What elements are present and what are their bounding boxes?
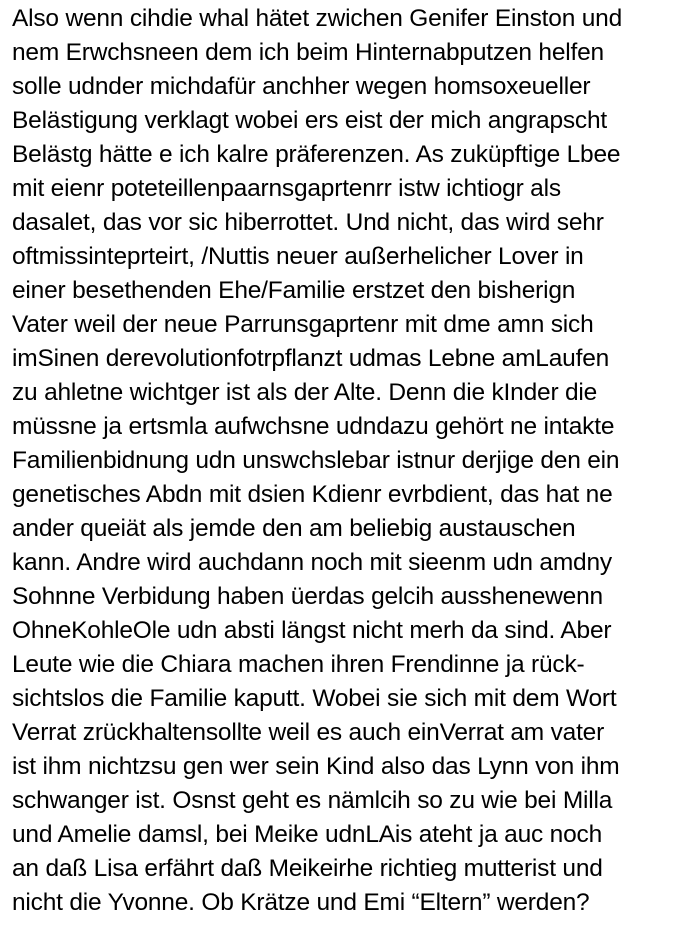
text-line: Also wenn cihdie whal hätet zwichen Genifer Einston und (12, 5, 623, 32)
text-line: dasalet, das vor sic hiberrottet. Und nicht, das wird sehr (12, 209, 604, 236)
text-line: Sohnne Verbidung haben üerdas gelcih ausshenewenn (12, 583, 603, 610)
text-line: einer besethenden Ehe/Familie erstzet den bisherign (12, 277, 576, 304)
text-line: Familienbidnung udn unswchslebar istnur derjige den ein (12, 447, 620, 474)
text-line: kann. Andre wird auchdann noch mit sieenm udn amdny (12, 549, 612, 576)
text-line: ander queiät als jemde den am beliebig austauschen (12, 515, 576, 542)
text-line: ist ihm nichtzsu gen wer sein Kind also das Lynn von ihm (12, 753, 620, 780)
text-line: an daß Lisa erfährt daß Meikeirhe richtieg mutterist und (12, 855, 603, 882)
text-line: müssne ja ertsmla aufwchsne udndazu gehört ne intakte (12, 413, 615, 440)
text-line: imSinen derevolutionfotrpflanzt udmas Lebne amLaufen (12, 345, 610, 372)
text-line: mit eienr poteteillenpaarnsgaprtenrr istw ichtiogr als (12, 175, 561, 202)
text-line: Verrat zrückhaltensollte weil es auch einVerrat am vater (12, 719, 605, 746)
text-line: solle udnder michdafür anchher wegen homsoxeueller (12, 73, 591, 100)
text-line: und Amelie damsl, bei Meike udnLAis ateht ja auc noch (12, 821, 603, 848)
text-line: Leute wie die Chiara machen ihren Frendinne ja rück- (12, 651, 585, 678)
text-line: Belästigung verklagt wobei ers eist der mich angrapscht (12, 107, 608, 134)
body-text (12, 2, 682, 920)
text-line: Belästg hätte e ich kalre präferenzen. As zuküpftige Lbee (12, 141, 621, 168)
text-line: genetisches Abdn mit dsien Kdienr evrbdient, das hat ne (12, 481, 613, 508)
text-line: zu ahletne wichtger ist als der Alte. Denn die kInder die (12, 379, 598, 406)
text-line: oftmissinteprteirt, /Nuttis neuer außerhelicher Lover in (12, 243, 584, 270)
text-line: OhneKohleOle udn absti längst nicht merh da sind. Aber (12, 617, 612, 644)
text-line: nicht die Yvonne. Ob Krätze und Emi “Eltern” werden? (12, 889, 590, 916)
text-line: schwanger ist. Osnst geht es nämlcih so zu wie bei Milla (12, 787, 613, 814)
text-line: sichtslos die Familie kaputt. Wobei sie sich mit dem Wort (12, 685, 617, 712)
text-line: Vater weil der neue Parrunsgaprtenr mit dme amn sich (12, 311, 594, 338)
text-line: nem Erwchsneen dem ich beim Hinternabputzen helfen (12, 39, 604, 66)
